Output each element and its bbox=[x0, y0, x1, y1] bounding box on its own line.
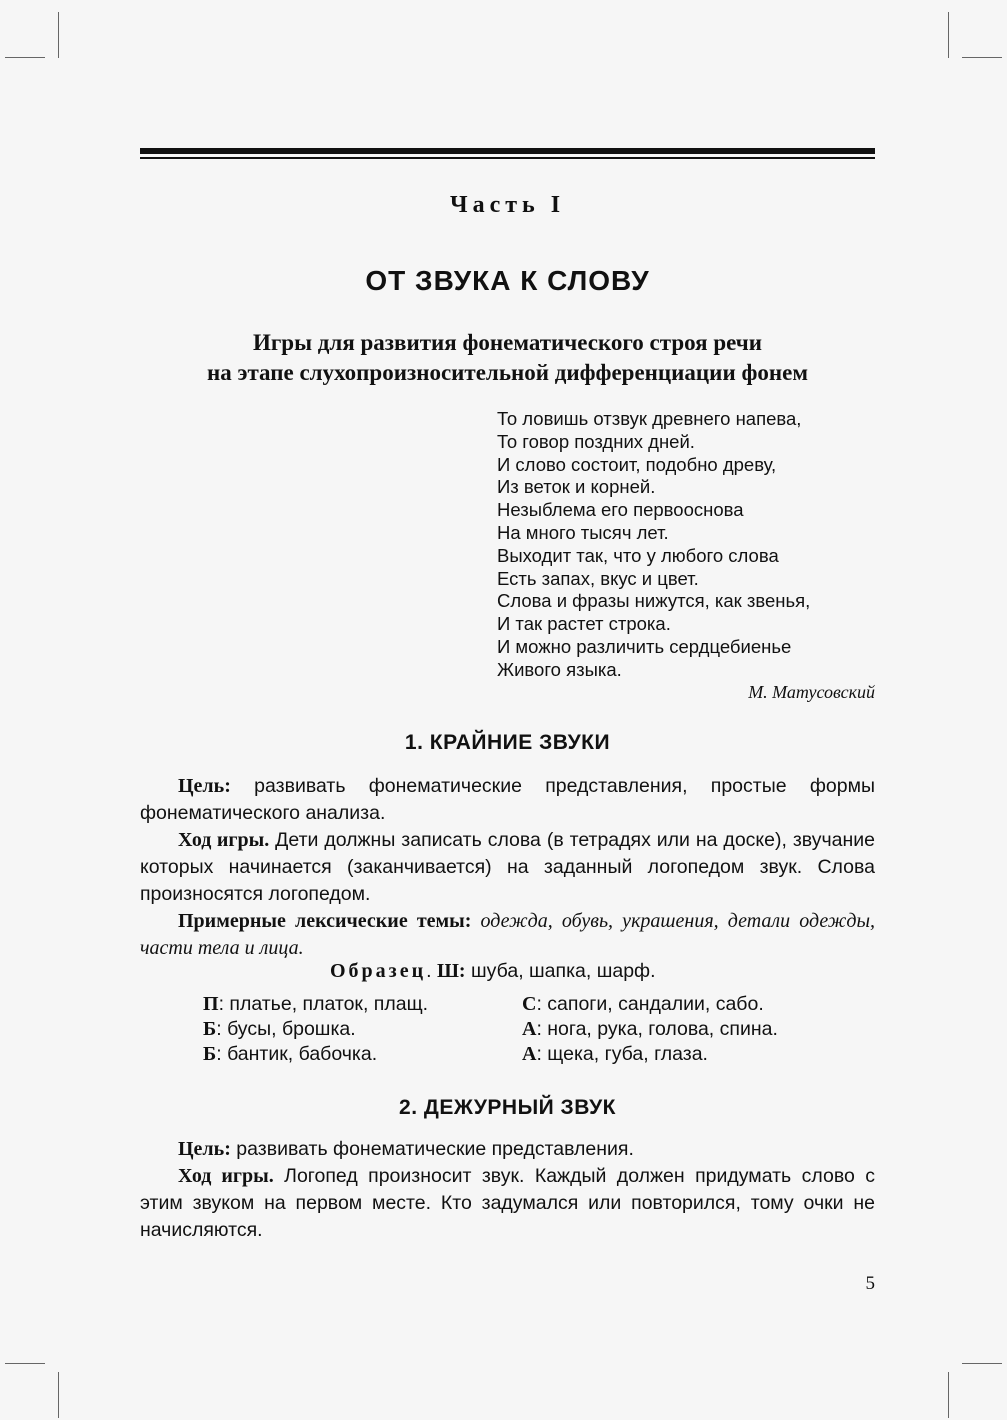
poem-line: Живого языка. bbox=[497, 658, 622, 680]
goal-label: Цель: bbox=[178, 775, 231, 797]
example-row bbox=[203, 993, 428, 1016]
crop-mark bbox=[948, 1372, 949, 1418]
example-words: : нога, рука, голова, спина. bbox=[536, 1018, 778, 1040]
course-label: Ход игры. bbox=[178, 829, 270, 851]
subtitle-line: Игры для развития фонематического строя речи bbox=[252, 330, 763, 355]
example-words: : бантик, бабочка. bbox=[216, 1043, 378, 1065]
poem-line: Из веток и корней. bbox=[497, 476, 656, 498]
goal-paragraph bbox=[140, 1136, 875, 1163]
page-number: 5 bbox=[865, 1273, 875, 1294]
chapter-subtitle bbox=[140, 328, 875, 388]
poem-line: И можно различить сердцебиенье bbox=[497, 635, 792, 657]
example-letter: Б bbox=[203, 1018, 217, 1040]
poem-line: То ловишь отзвук древнего напева, bbox=[497, 408, 802, 429]
sample-label: Образец bbox=[330, 960, 427, 982]
example-row bbox=[522, 1018, 778, 1041]
example-words: : платье, платок, плащ. bbox=[218, 993, 429, 1015]
poem-line: Незыблема его первооснова bbox=[497, 499, 744, 521]
subtitle-line: на этапе слухопроизносительной дифференциации фонем bbox=[207, 360, 808, 385]
goal-label: Цель: bbox=[178, 1138, 231, 1160]
example-words: : сапоги, сандалии, сабо. bbox=[536, 993, 764, 1015]
example-letter: П bbox=[203, 993, 219, 1015]
section-body bbox=[140, 1136, 875, 1244]
goal-paragraph bbox=[140, 773, 875, 827]
section-title: 1. КРАЙНИЕ ЗВУКИ bbox=[404, 731, 611, 754]
example-row bbox=[203, 1043, 377, 1066]
topics-text: одежда, обувь, украшения, детали одежды, части тела и лица. bbox=[140, 910, 875, 959]
header-rule-thick bbox=[140, 148, 875, 154]
example-row bbox=[522, 993, 764, 1016]
example-letter: Б bbox=[203, 1043, 217, 1065]
example-row bbox=[203, 1018, 356, 1041]
sample-letter: Ш: bbox=[436, 960, 466, 982]
example-letter: А bbox=[522, 1043, 537, 1065]
crop-mark bbox=[5, 1363, 45, 1364]
example-words: : щека, губа, глаза. bbox=[536, 1043, 708, 1065]
course-text: Логопед произносит звук. Каждый должен придумать слово с этим звуком на первом месте. Кто задумался или повторился, тому очки не начисляются. bbox=[140, 1165, 875, 1241]
epigraph-poem bbox=[497, 408, 877, 682]
example-words: : бусы, брошка. bbox=[216, 1018, 356, 1040]
sample-sep: . bbox=[426, 960, 437, 982]
course-paragraph bbox=[140, 827, 875, 908]
poem-line: Есть запах, вкус и цвет. bbox=[497, 567, 699, 589]
example-letter: А bbox=[522, 1018, 537, 1040]
poem-line: И так растет строка. bbox=[497, 613, 671, 635]
crop-mark bbox=[5, 57, 45, 58]
sample-line bbox=[330, 960, 656, 983]
poem-line: Слова и фразы нижутся, как звенья, bbox=[497, 590, 811, 612]
poem-line: И слово состоит, подобно древу, bbox=[497, 453, 777, 475]
goal-text: развивать фонематические представления. bbox=[230, 1138, 634, 1160]
sample-words: шуба, шапка, шарф. bbox=[465, 960, 656, 982]
section-body bbox=[140, 773, 875, 962]
section-title: 2. ДЕЖУРНЫЙ ЗВУК bbox=[399, 1096, 616, 1119]
example-row bbox=[522, 1043, 708, 1066]
crop-mark bbox=[962, 1363, 1002, 1364]
poem-line: То говор поздних дней. bbox=[497, 430, 695, 452]
topics-paragraph bbox=[140, 908, 875, 962]
crop-mark bbox=[962, 57, 1002, 58]
crop-mark bbox=[58, 12, 59, 58]
course-label: Ход игры. bbox=[178, 1165, 274, 1187]
crop-mark bbox=[948, 12, 949, 58]
course-paragraph bbox=[140, 1163, 875, 1244]
topics-label: Примерные лексические темы: bbox=[178, 910, 472, 932]
chapter-title: ОТ ЗВУКА К СЛОВУ bbox=[365, 265, 650, 296]
part-heading: Часть I bbox=[449, 192, 566, 218]
poem-line: На много тысяч лет. bbox=[497, 521, 669, 543]
course-text: Дети должны записать слова (в тетрадях или на доске), звучание которых начинается (заканчивается) на заданный логопедом звук. Слова произносятся логопедом. bbox=[140, 829, 875, 905]
poem-line: Выходит так, что у любого слова bbox=[497, 544, 779, 566]
crop-mark bbox=[58, 1372, 59, 1418]
goal-text: развивать фонематические представления, простые формы фонематического анализа. bbox=[140, 775, 875, 824]
header-rule-thin bbox=[140, 157, 875, 159]
example-letter: С bbox=[522, 993, 537, 1015]
poem-author: М. Матусовский bbox=[748, 682, 875, 702]
